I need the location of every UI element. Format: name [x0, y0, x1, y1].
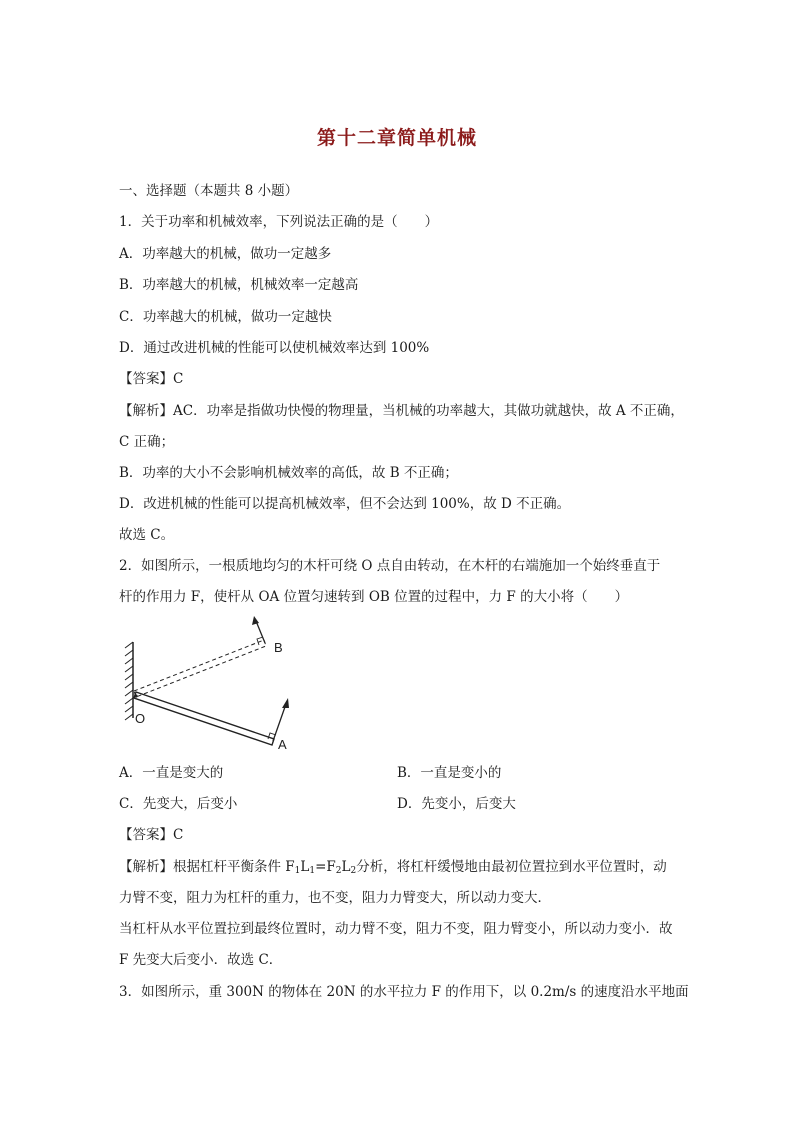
q3-stem: 3．如图所示，重 300N 的物体在 20N 的水平拉力 F 的作用下，以 0.2m/s 的速度沿水平地面 — [119, 984, 689, 1000]
q1-answer: 【答案】C — [119, 371, 184, 387]
q1-stem: 1．关于功率和机械效率，下列说法正确的是（ ） — [119, 214, 439, 230]
q1-analysis-line: D．改进机械的性能可以提高机械效率，但不会达到 100%，故 D 不正确。 — [119, 496, 571, 512]
q2-option-c: C．先变大，后变小 — [119, 796, 238, 812]
label-o: O — [135, 711, 146, 726]
rod-ob — [134, 640, 266, 697]
q2-analysis-line: F 先变大后变小．故选 C． — [119, 952, 283, 968]
q2-option-b: B．一直是变小的 — [397, 765, 502, 781]
rod-oa — [134, 692, 274, 745]
right-angle-mark-b — [257, 637, 263, 645]
force-arrow-a — [273, 704, 286, 741]
q1-option-b: B．功率越大的机械，机械效率一定越高 — [119, 277, 359, 293]
arrowhead-a — [282, 698, 289, 708]
label-a: A — [278, 737, 287, 752]
q2-option-a: A．一直是变大的 — [119, 765, 224, 781]
lever-figure — [118, 612, 318, 757]
q2-option-d: D．先变小，后变大 — [397, 796, 516, 812]
q1-option-a: A．功率越大的机械，做功一定越多 — [119, 246, 332, 262]
q1-analysis-line: 【解析】AC．功率是指做功快慢的物理量，当机械的功率越大，其做功就越快，故 A 不正确， — [119, 403, 684, 419]
q1-option-c: C．功率越大的机械，做功一定越快 — [119, 309, 332, 325]
q2-analysis-line: 【解析】根据杠杆平衡条件 $F_1L_1=F_2L_2$分析，将杠杆缓慢地由最初位置拉到水平位置时，动 — [119, 859, 667, 876]
analysis-suffix: 分析，将杠杆缓慢地由最初位置拉到水平位置时，动 — [356, 859, 667, 875]
q2-stem-line: 杆的作用力 F，使杆从 OA 位置匀速转到 OB 位置的过程中，力 F 的大小将（ ） — [119, 589, 629, 605]
label-b: B — [274, 640, 283, 655]
chapter-title: 第十二章简单机械 — [316, 127, 477, 149]
q2-answer: 【答案】C — [119, 827, 184, 843]
analysis-prefix: 【解析】根据杠杆平衡条件 — [119, 859, 286, 875]
wall-hatch — [125, 642, 133, 720]
q1-analysis-line: C 正确； — [119, 434, 175, 450]
q1-analysis-line: B．功率的大小不会影响机械效率的高低，故 B 不正确； — [119, 465, 458, 481]
formula-f1: F — [285, 859, 295, 875]
q1-option-d: D．通过改进机械的性能可以使机械效率达到 100% — [119, 340, 430, 356]
q2-analysis-line: 当杠杆从水平位置拉到最终位置时，动力臂不变，阻力不变，阻力臂变小，所以动力变小．故 — [119, 921, 673, 937]
section-heading: 一、选择题（本题共 8 小题） — [119, 183, 299, 199]
q2-stem-line: 2．如图所示，一根质地均匀的木杆可绕 O 点自由转动，在木杆的右端施加一个始终垂直于 — [119, 558, 661, 574]
q1-analysis-line: 故选 C。 — [119, 527, 175, 543]
arrowhead-b — [252, 616, 259, 625]
q2-analysis-line: 力臂不变，阻力为杠杆的重力，也不变，阻力力臂变大，所以动力变大． — [119, 890, 551, 906]
